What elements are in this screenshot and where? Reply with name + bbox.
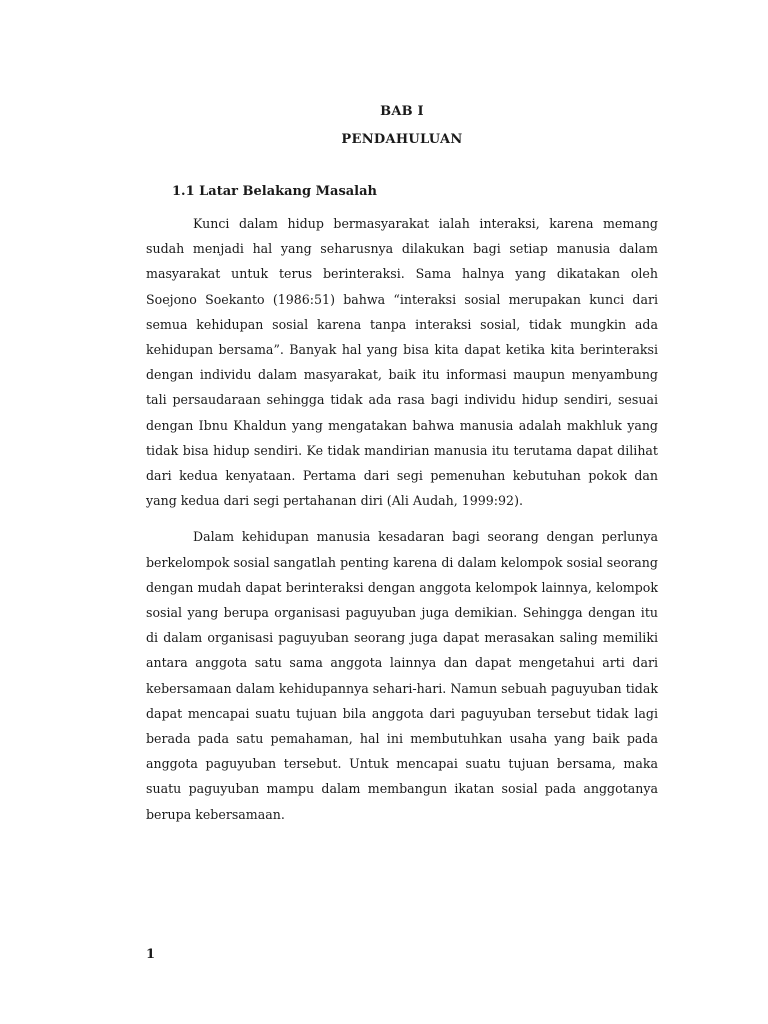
chapter-title: PENDAHULUAN xyxy=(341,132,463,147)
page-number: 1 xyxy=(146,947,156,962)
section-heading: 1.1 Latar Belakang Masalah xyxy=(172,184,377,199)
chapter-number: BAB I xyxy=(380,104,424,119)
body-text xyxy=(146,211,658,827)
paragraph: Dalam kehidupan manusia kesadaran bagi seorang dengan perlunya berkelompok sosial sangatlah penting karena di dalam kelompok sosial seorang dengan mudah dapat berinteraksi dengan anggota kelompok lainnya, kelompok sosial yang berupa organisasi paguyuban juga demikian. Sehingga dengan itu di dalam organisasi paguyuban seorang juga dapat merasakan saling memiliki antara anggota satu sama anggota lainnya dan dapat mengetahui arti dari kebersamaan dalam kehidupannya sehari-hari. Namun sebuah paguyuban tidak dapat mencapai suatu tujuan bila anggota dari paguyuban tersebut tidak lagi berada pada satu pemahaman, hal ini membutuhkan usaha yang baik pada anggota paguyuban tersebut. Untuk mencapai suatu tujuan bersama, maka suatu paguyuban mampu dalam membangun ikatan sosial pada anggotanya berupa kebersamaan. xyxy=(146,529,658,822)
paragraph: Kunci dalam hidup bermasyarakat ialah interaksi, karena memang sudah menjadi hal yang seharusnya dilakukan bagi setiap manusia dalam masyarakat untuk terus berinteraksi. Sama halnya yang dikatakan oleh Soejono Soekanto (1986:51) bahwa “interaksi sosial merupakan kunci dari semua kehidupan sosial karena tanpa interaksi sosial, tidak mungkin ada kehidupan bersama”. Banyak hal yang bisa kita dapat ketika kita berinteraksi dengan individu dalam masyarakat, baik itu informasi maupun menyambung tali persaudaraan sehingga tidak ada rasa bagi individu hidup sendiri, sesuai dengan Ibnu Khaldun yang mengatakan bahwa manusia adalah makhluk yang tidak bisa hidup sendiri. Ke tidak mandirian manusia itu terutama dapat dilihat dari kedua kenyataan. Pertama dari segi pemenuhan kebutuhan pokok dan yang kedua dari segi pertahanan diri (Ali Audah, 1999:92). xyxy=(146,216,658,509)
